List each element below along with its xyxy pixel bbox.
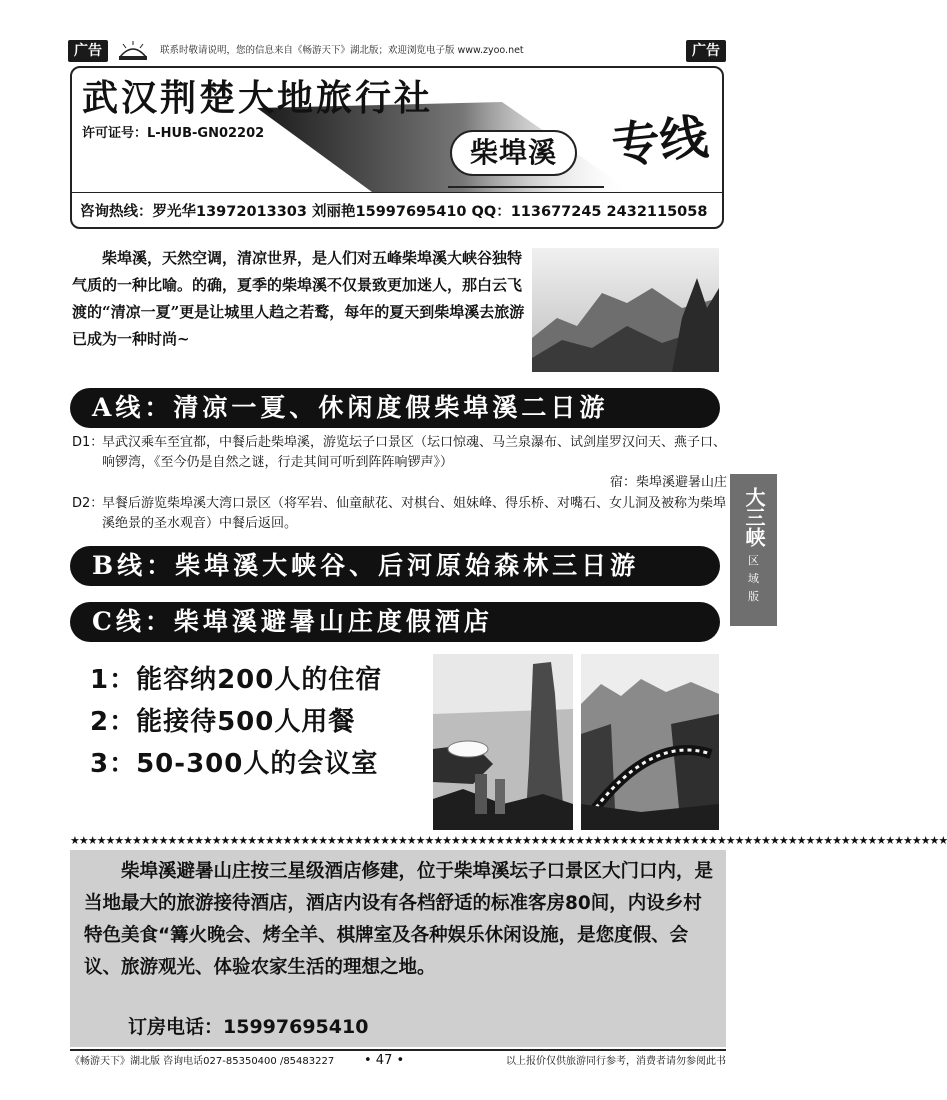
footer-rule — [70, 1049, 726, 1051]
hotel-info-box — [70, 850, 726, 1047]
itinerary-day2 — [72, 494, 727, 534]
hotline-divider — [72, 192, 722, 193]
day1-stay: 宿：柴埠溪避暑山庄 — [609, 475, 727, 490]
route-a-banner: A线：清凉一夏、休闲度假柴埠溪二日游 — [70, 388, 720, 428]
special-route-calligraphy: 专线 — [609, 109, 711, 175]
magazine-logo-icon — [116, 41, 150, 61]
mountain-photo — [532, 248, 719, 372]
route-b-banner: B线：柴埠溪大峡谷、后河原始森林三日游 — [70, 546, 720, 586]
page-number: • 47 • — [364, 1053, 405, 1068]
region-sub-1: 区 — [748, 554, 759, 567]
day1-label: D1： — [72, 435, 104, 450]
hotel-description: 柴埠溪避暑山庄按三星级酒店修建，位于柴埠溪坛子口景区大门口内，是当地最大的旅游接待酒店，酒店内设有各档舒适的标准客房80间，内设乡村特色美食“篝火晚会、烤全羊、棋牌室及各种娱乐休闲设施，是您度假、会议、旅游观光、体验农家生活的理想之地。 — [84, 861, 714, 978]
feature-dining: 2：能接待500人用餐 — [90, 707, 356, 737]
route-c-banner: C线：柴埠溪避暑山庄度假酒店 — [70, 602, 720, 642]
agency-ad-box — [70, 66, 724, 229]
itinerary-day1 — [72, 433, 727, 493]
feature-accommodation: 1：能容纳200人的住宿 — [90, 665, 383, 695]
booking-phone: 订房电话：15997695410 — [128, 1016, 369, 1038]
feature-meeting-room: 3：50-300人的会议室 — [90, 749, 379, 779]
footer-contact: 《畅游天下》湖北版 咨询电话027-85350400 /85483227 — [70, 1056, 335, 1067]
header-strip — [68, 40, 726, 62]
day2-text: 早餐后游览柴埠溪大湾口景区（将军岩、仙童献花、对棋台、姐妹峰、得乐桥、对嘴石、女儿洞及被称为柴埠溪绝景的圣水观音）中餐后返回。 — [102, 496, 727, 531]
license-number: 许可证号：L-HUB-GN02202 — [82, 126, 265, 141]
footer-disclaimer: 以上报价仅供旅游同行参考，消费者请勿参阅此书 — [506, 1056, 726, 1067]
day1-text: 早武汉乘车至宜都，中餐后赴柴埠溪，游览坛子口景区（坛口惊魂、马兰泉瀑布、试剑崖罗汉问天、燕子口、响锣湾，《至今仍是自然之谜，行走其间可听到阵阵响锣声》） — [102, 435, 727, 470]
ad-label-right: 广告 — [686, 40, 726, 62]
arch-bridge-photo — [581, 654, 719, 830]
region-title: 大三峡 — [742, 487, 766, 547]
region-sub-2: 域 — [748, 572, 759, 585]
agency-name: 武汉荆楚大地旅行社 — [82, 78, 434, 119]
day2-label: D2： — [72, 496, 104, 511]
brand-badge: 柴埠溪 — [450, 130, 577, 176]
rock-pillar-photo — [433, 654, 573, 830]
ad-label-left: 广告 — [68, 40, 108, 62]
intro-paragraph: 柴埠溪，天然空调，清凉世界，是人们对五峰柴埠溪大峡谷独特气质的一种比喻。的确，夏季的柴埠溪不仅景致更加迷人，那白云飞渡的“清凉一夏”更是让城里人趋之若鹜，每年的夏天到柴埠溪去旅游已成为一种时尚~ — [72, 249, 525, 348]
region-side-tab — [730, 474, 777, 626]
header-notice: 联系时敬请说明，您的信息来自《畅游天下》湖北版；欢迎浏览电子版 www.zyoo.net — [160, 45, 524, 56]
hotline-text: 咨询热线：罗光华13972013303 刘丽艳15997695410 QQ：113677245 2432115058 — [80, 204, 708, 220]
region-sub-3: 版 — [748, 590, 759, 603]
star-divider: ★★★★★★★★★★★★★★★★★★★★★★★★★★★★★★★★★★★★★★★★★★★★★★★★★★★★★★★★★★★★★★★★★★★★★★★★★★★★★★★★★★★★★★★★★★★★★★★★★★★ — [70, 834, 947, 847]
brand-underline — [448, 186, 604, 188]
